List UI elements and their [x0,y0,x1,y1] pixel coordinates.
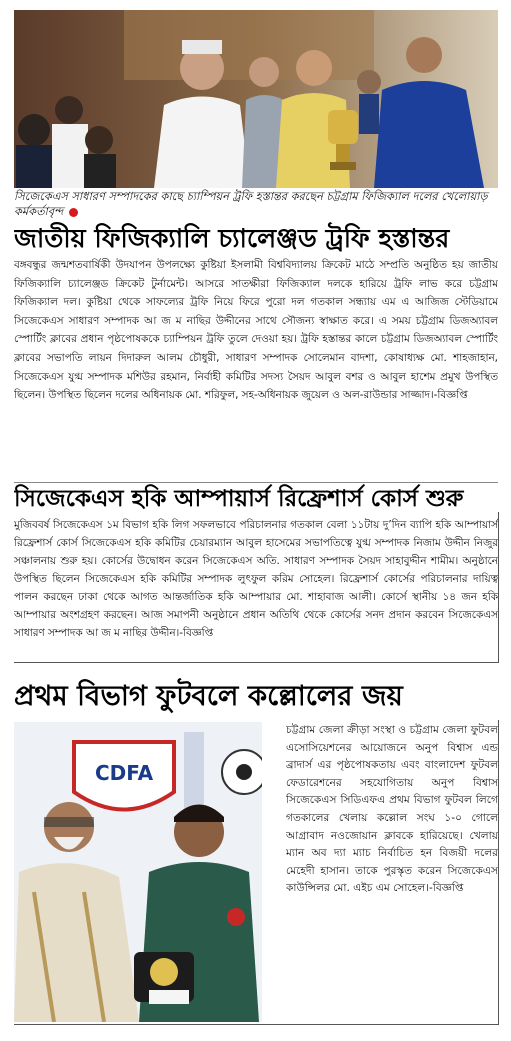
article3-box-bottom [14,1024,499,1025]
article3-box-right [498,720,499,1024]
article3-body: চট্টগ্রাম জেলা ক্রীড়া সংস্থা ও চট্টগ্রাম জেলা ফুটবল এসোসিয়েশনের আয়োজনে অনুপ বিশ্বাস এন্ড ব্রাদার্স এর পৃষ্ঠপোষকতায় এবং বাংলাদেশ ফুটবল ফেডারেশনের সহযোগিতায় অনুপ বিশ্বাস সিজেকেএস সিডিএফএ প্রথম বিভাগ ফুটবল লিগে গতকালের খেলায় কল্লোল সংঘ ১-০ গোলে আগ্রাবাদ নওজোয়ান ক্লাবকে হারিয়েছে। খেলায় ম্যান অব দ্যা ম্যাচ নির্বাচিত হন বিজয়ী দলের মেহেদী হাসান। তাকে পুরস্কৃত করেন সিজেকেএস কাউন্সিলর মো. এইচ এম সোহেল।-বিজ্ঞপ্তি [286,724,498,895]
cdfa-logo-text: CDFA [94,761,154,785]
article3-headline: প্রথম বিভাগ ফুটবলে কল্লোলের জয় [14,680,403,712]
article2-headline: সিজেকেএস হকি আম্পায়ার্স রিফ্রেশার্স কোর্স শুরু [14,486,464,512]
photo-caption [14,189,498,219]
red-bullet-icon [69,208,78,217]
photo-caption-text: সিজেকেএস সাধারণ সম্পাদকের কাছে চ্যাম্পিয়ন ট্রফি হস্তান্তর করছেন চট্টগ্রাম ফিজিক্যাল দলের খেলোয়াড় কর্মকর্তাবৃন্দ [14,190,488,218]
award-illustration [14,722,262,1022]
article2-box-right [498,512,499,662]
article2-body: মুজিববর্ষ সিজেকেএস ১ম বিভাগ হকি লিগ সফলভাবে পরিচালনার গতকাল বেলা ১১টায় দু’দিন ব্যাপি হকি আম্পায়ার্স রিফ্রেশার্স কোর্স সিজেকেএস হকি কমিটির চেয়ারম্যান আবুল হাসেমের সভাপতিত্বে যুগ্ম সম্পাদক নিজাম উদ্দীন নিজুর সঞ্চালনায় শুরু হয়। কোর্সের উদ্বোধন করেন সিজেকেএস অতি. সাধারণ সম্পাদক সৈয়দ সাহাবুদ্দীন শামীম। অনুষ্ঠানে উপস্থিত ছিলেন সিজেকেএস হকি কমিটির সম্পাদক লুৎফুল করিম সোহেল। রিফ্রেশার্স কোর্সের পরিচালনার দায়িত্ব পালন করছেন ঢাকা থেকে আগত আন্তর্জাতিক হকি আম্পায়ার মো. শাহাবাজ আলী। কোর্সে স্থানীয় ১৪ জন হকি আম্পায়ার অংশগ্রহণ করছেন। আজ সমাপনী অনুষ্ঠানে প্রধান অতিথি থেকে কোর্সের সনদ প্রদান করবেন সিজেকেএস সাধারণ সম্পাদক আ জ ম নাছির উদ্দীন।-বিজ্ঞপ্তি [14,519,498,639]
article2-box-bottom [14,662,499,663]
trophy-handover-illustration [14,10,498,188]
man-of-the-match-photo [14,722,262,1022]
article1-headline: জাতীয় ফিজিক্যালি চ্যালেঞ্জড ট্রফি হস্তান্তর [14,224,450,254]
trophy-handover-photo [14,10,498,188]
article1-body: বঙ্গবন্ধুর জন্মশতবার্ষিকী উদযাপন উপলক্ষ্যে কুষ্টিয়া ইসলামী বিশ্ববিদ্যালয় ক্রিকেট মাঠে সম্প্রতি অনুষ্ঠিত হয় জাতীয় ফিজিক্যালি চ্যালেঞ্জড ক্রিকেট টুর্নামেন্ট। আসরে সাতক্ষীরা ফিজিক্যাল দলকে হারিয়ে ট্রফি লাভ করে চট্টগ্রাম ফিজিক্যাল দল। কুষ্টিয়া থেকে সাফল্যের ট্রফি নিয়ে ফিরে পুরো দল গতকাল সন্ধ্যায় এম এ আজিজ স্টেডিয়ামে সিজেকেএস সাধারণ সম্পাদক আ জ ম নাছির উদ্দীনের সাথে সৌজন্য স্বাক্ষাত করে। এ সময় চট্টগ্রাম ডিজঅ্যাবল স্পোর্টিং ক্লাবের প্রধান পৃষ্ঠপোষককে চ্যাম্পিয়ন ট্রফি তুলে দেওয়া হয়। ট্রফি হস্তান্তর কালে চট্টগ্রাম ডিজঅ্যাবল স্পোর্টিং ক্লাবের সভাপতি লায়ন দিদারুল আলম চৌধুরী, সাধারণ সম্পাদক সোলেমান বাদশা, কোষাধ্যক্ষ মো. শাহজাহান, সিজেকেএস যুগ্ম সম্পাদক মশিউর রহমান, নির্বাহী কমিটির সদস্য সৈয়দ আবুল বশর ও আবুল হাশেম প্রমুখ উপস্থিত ছিলেন। উপস্থিত ছিলেন দলের অধিনায়ক মো. শরিফুল, সহ-অধিনায়ক জুয়েল ও অল-রাউন্ডার সাজ্জাদ।-বিজ্ঞপ্তি [14,259,498,402]
